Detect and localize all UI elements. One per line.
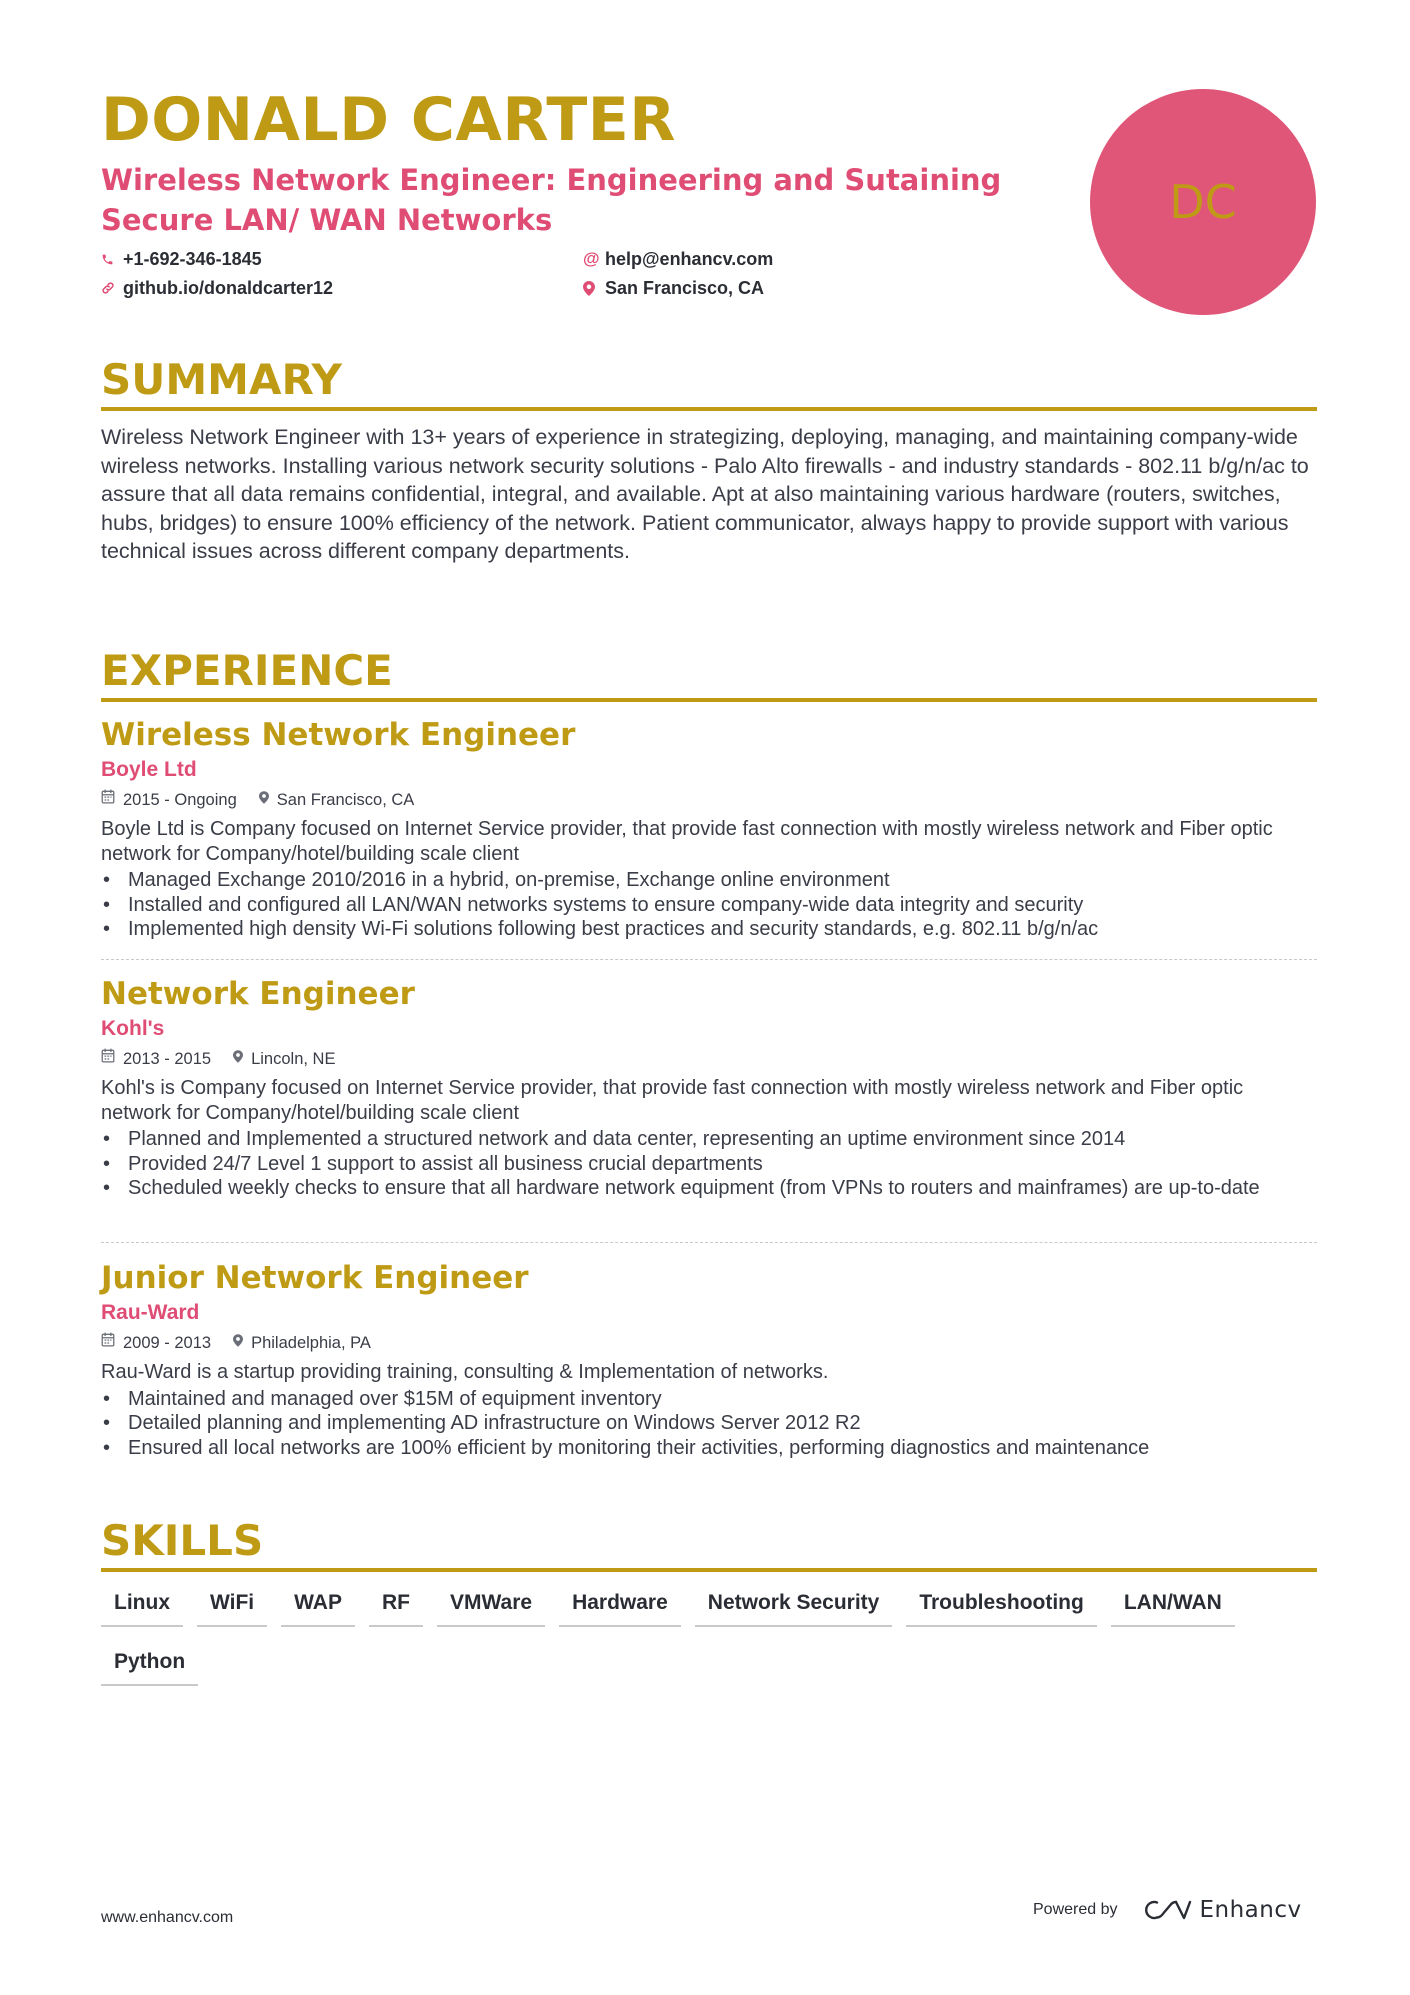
job-bullet: • Implemented high density Wi-Fi solutions following best practices and security standards, e.g. 802.11 b/g/n/ac — [101, 917, 1317, 942]
contact-list — [101, 246, 1081, 301]
section-title-skills: SKILLS — [101, 1516, 1317, 1572]
calendar-icon — [101, 1046, 115, 1072]
job-bullet: • Installed and configured all LAN/WAN networks systems to ensure company-wide data integrity and security — [101, 893, 1317, 918]
skill-tag: Linux — [101, 1586, 183, 1627]
job-bullets — [101, 1387, 1317, 1461]
job-description: Rau-Ward is a startup providing training, consulting & Implementation of networks. — [101, 1361, 829, 1383]
footer-branding[interactable] — [1033, 1897, 1302, 1923]
job-bullet: • Maintained and managed over $15M of equipment inventory — [101, 1387, 1317, 1412]
job-bullet: • Scheduled weekly checks to ensure that all hardware network equipment (from VPNs to routers and mainframes) are up-to-date — [101, 1176, 1317, 1201]
map-pin-icon — [583, 281, 605, 296]
powered-by-text: Powered by — [1033, 1901, 1118, 1918]
job-meta — [101, 787, 1317, 813]
skill-tag: Network Security — [695, 1586, 893, 1627]
job-description: Kohl's is Company focused on Internet Service provider, that provide fast connection with mostly wireless network and Fiber optic network for Company/hotel/building scale client — [101, 1077, 1244, 1124]
map-pin-icon — [233, 1046, 243, 1072]
section-title-summary: SUMMARY — [101, 355, 1317, 411]
job-bullet: • Ensured all local networks are 100% efficient by monitoring their activities, performing diagnostics and maintenance — [101, 1436, 1317, 1461]
skills-list — [101, 1586, 1331, 1686]
experience-item — [101, 974, 1317, 1201]
job-bullet: • Provided 24/7 Level 1 support to assist all business crucial departments — [101, 1152, 1317, 1177]
candidate-headline: Wireless Network Engineer: Engineering and Sutaining Secure LAN/ WAN Networks — [101, 163, 1002, 237]
skill-tag: VMWare — [437, 1586, 545, 1627]
contact-location-text: San Francisco, CA — [605, 277, 765, 298]
contact-phone[interactable] — [101, 246, 583, 272]
contact-email-text: help@enhancv.com — [605, 248, 774, 269]
job-title: Junior Network Engineer — [101, 1260, 529, 1296]
link-icon — [101, 281, 123, 295]
job-meta — [101, 1046, 1317, 1072]
section-title-experience: EXPERIENCE — [101, 646, 1317, 702]
map-pin-icon — [233, 1330, 243, 1356]
divider — [101, 1242, 1317, 1243]
company-name: Kohl's — [101, 1017, 165, 1040]
job-description: Boyle Ltd is Company focused on Internet Service provider, that provide fast connection with mostly wireless network and Fiber optic network for Company/hotel/building scale client — [101, 818, 1273, 865]
resume-header — [101, 82, 1081, 301]
contact-email[interactable] — [583, 246, 1043, 272]
job-location: Philadelphia, PA — [251, 1334, 371, 1352]
phone-icon — [101, 253, 123, 266]
job-bullets — [101, 1127, 1317, 1201]
job-location-wrap — [233, 1330, 371, 1356]
experience-item — [101, 715, 1317, 942]
job-bullets — [101, 868, 1317, 942]
job-bullet: • Detailed planning and implementing AD infrastructure on Windows Server 2012 R2 — [101, 1411, 1317, 1436]
job-title: Wireless Network Engineer — [101, 717, 576, 753]
company-name: Rau-Ward — [101, 1301, 200, 1324]
calendar-icon — [101, 1330, 115, 1356]
experience-item — [101, 1258, 1317, 1460]
job-dates: 2009 - 2013 — [123, 1334, 212, 1352]
divider — [101, 959, 1317, 960]
contact-website-text: github.io/donaldcarter12 — [123, 277, 334, 298]
job-location: San Francisco, CA — [276, 791, 415, 809]
skill-tag: WiFi — [197, 1586, 267, 1627]
job-bullet: • Planned and Implemented a structured network and data center, representing an uptime environment since 2014 — [101, 1127, 1317, 1152]
contact-website[interactable] — [101, 275, 583, 301]
contact-phone-text: +1-692-346-1845 — [123, 248, 262, 269]
skill-tag: Hardware — [559, 1586, 681, 1627]
skill-tag: WAP — [281, 1586, 355, 1627]
enhancv-logo-icon — [1144, 1897, 1192, 1923]
brand-name: Enhancv — [1199, 1897, 1302, 1923]
skill-tag: Troubleshooting — [906, 1586, 1096, 1627]
job-location-wrap — [259, 787, 415, 813]
job-location: Lincoln, NE — [251, 1050, 336, 1068]
job-location-wrap — [233, 1046, 335, 1072]
job-dates: 2013 - 2015 — [123, 1050, 212, 1068]
avatar: DC — [1090, 89, 1316, 315]
skill-tag: LAN/WAN — [1111, 1586, 1235, 1627]
skill-tag: Python — [101, 1645, 198, 1686]
contact-location — [583, 275, 1043, 301]
calendar-icon — [101, 787, 115, 813]
job-meta — [101, 1330, 1317, 1356]
map-pin-icon — [259, 787, 269, 813]
job-title: Network Engineer — [101, 976, 415, 1012]
job-bullet: • Managed Exchange 2010/2016 in a hybrid, on-premise, Exchange online environment — [101, 868, 1317, 893]
at-sign-icon: @ — [583, 249, 600, 268]
company-name: Boyle Ltd — [101, 758, 197, 781]
skill-tag: RF — [369, 1586, 423, 1627]
candidate-name: DONALD CARTER — [101, 85, 676, 155]
summary-text: Wireless Network Engineer with 13+ years of experience in strategizing, deploying, managing, and maintaining company-wide wireless networks. Installing various network security solutions - Palo Alto firewalls - and industry standards - 802.11 b/g/n/ac to assure that all data remains confidential, integral, and available. Apt at also maintaining various hardware (routers, switches, hubs, bridges) to ensure 100% efficiency of the network. Patient communicator, always happy to provide support with various technical issues across different company departments. — [101, 425, 1309, 564]
job-dates: 2015 - Ongoing — [123, 791, 237, 809]
footer-website[interactable]: www.enhancv.com — [101, 1909, 234, 1926]
